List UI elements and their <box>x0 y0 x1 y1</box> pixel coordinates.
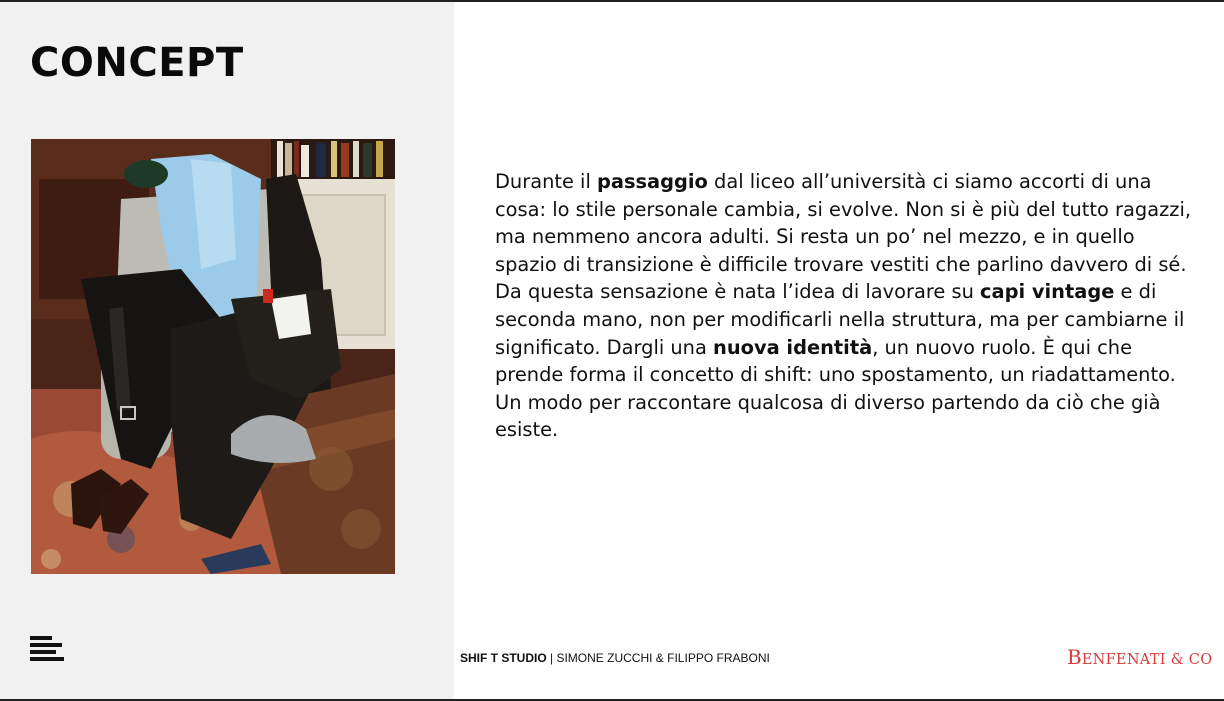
brand-initial: B <box>1067 645 1082 669</box>
footer-credit <box>460 651 770 665</box>
align-left-lines-icon <box>30 636 64 662</box>
slide-title: CONCEPT <box>30 40 244 86</box>
studio-name: SHIF T STUDIO <box>460 651 547 665</box>
body-text-part: Durante il <box>495 170 597 193</box>
left-panel <box>0 2 454 699</box>
authors: SIMONE ZUCCHI & FILIPPO FRABONI <box>556 651 770 665</box>
body-text-part: e di seconda mano, non per modificarli nella struttura, ma per cambiarne il significato. Dargli una <box>495 280 1185 359</box>
emphasis-capi-vintage: capi vintage <box>980 280 1115 304</box>
brand-rest: ENFENATI & CO <box>1081 652 1213 668</box>
body-text-part: dal liceo all’università ci siamo accorti di una cosa: lo stile personale cambia, si evolve. Non si è più del tutto ragazzi, ma nemmeno ancora adulti. Si resta un po’ nel mezzo, e in quello spazio di transizione è difficile trovare vestiti che parlino davvero di sé. Da questa sensazione è nata l’idea di lavorare su <box>495 170 1191 304</box>
emphasis-nuova-identita: nuova identità <box>713 335 873 359</box>
footer-separator: | <box>546 651 557 665</box>
brand-logo <box>1067 645 1212 669</box>
body-text-part: , un nuovo ruolo. È qui che prende forma il concetto di shift: uno spostamento, un riadattamento. Un modo per raccontare qualcosa di diverso partendo da ciò che già esiste. <box>495 335 1176 442</box>
emphasis-passaggio: passaggio <box>597 170 708 193</box>
concept-description <box>495 168 1195 444</box>
concept-photo <box>31 139 395 574</box>
